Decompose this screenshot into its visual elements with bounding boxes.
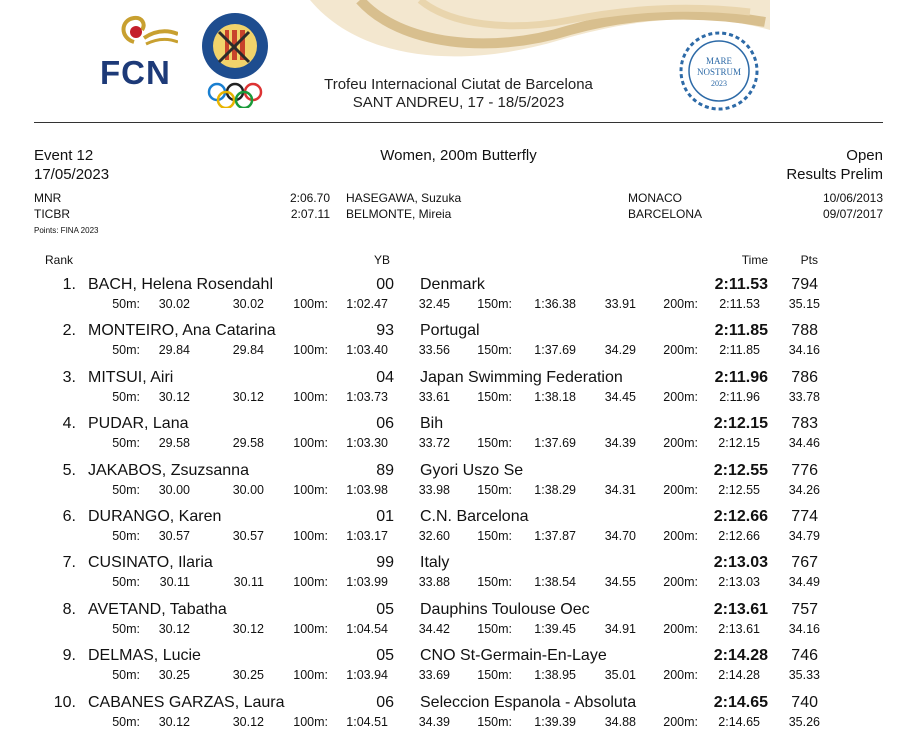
split-150m-lap: 34.70 [604,529,636,543]
result-swimmer-name: DELMAS, Lucie [88,647,201,665]
split-label-50m: 50m: [112,482,140,497]
result-row [0,601,897,647]
split-50m-lap: 29.58 [232,436,264,451]
result-year-of-birth: 99 [376,554,394,572]
split-label-50m: 50m: [112,297,140,311]
result-club: Japan Swimming Federation [420,368,623,386]
split-label-100m: 100m: [293,436,328,451]
record-place: MONACO [628,191,682,205]
result-time: 2:13.61 [713,600,768,618]
event-date: 17/05/2023 [34,166,110,183]
split-200m-lap: 35.15 [788,297,820,311]
split-50m-lap: 30.11 [233,575,264,590]
result-rank: 1. [62,276,76,293]
split-50m-lap: 29.84 [232,343,264,358]
result-time: 2:12.66 [713,508,768,525]
result-splits-line [0,622,897,638]
result-main-line [0,694,897,714]
split-50m-lap: 30.12 [232,621,264,636]
result-year-of-birth: 05 [376,647,394,665]
split-label-100m: 100m: [293,529,328,543]
result-year-of-birth: 05 [376,600,394,618]
split-100m-cumulative: 1:03.94 [346,668,388,683]
split-label-100m: 100m: [293,714,328,729]
result-club: CNO St-Germain-En-Laye [420,647,607,665]
result-year-of-birth: 04 [376,368,394,386]
result-rank: 10. [53,693,76,711]
result-club: Denmark [420,276,485,293]
split-label-50m: 50m: [112,575,140,590]
column-header-rank: Rank [45,253,74,267]
result-points: 767 [791,554,818,572]
split-150m-cumulative: 1:39.39 [534,714,576,729]
result-rank: 9. [62,647,76,665]
split-label-50m: 50m: [112,529,140,543]
split-label-200m: 200m: [663,297,698,311]
result-main-line [0,647,897,667]
split-label-200m: 200m: [663,436,698,451]
split-200m-lap: 35.26 [788,714,820,729]
result-splits-line [0,297,897,313]
record-date: 09/07/2017 [822,207,883,221]
result-swimmer-name: CUSINATO, Ilaria [88,554,213,572]
split-150m-lap: 34.39 [604,436,636,451]
event-title: Women, 200m Butterfly [380,147,537,164]
result-year-of-birth: 06 [376,415,394,433]
split-150m-lap: 34.88 [604,714,636,729]
meet-title-block [0,76,897,112]
result-swimmer-name: PUDAR, Lana [88,415,189,433]
record-holder: BELMONTE, Mireia [346,207,452,221]
meet-place-dates: SANT ANDREU, 17 - 18/5/2023 [352,94,565,111]
split-label-150m: 150m: [477,436,512,451]
split-200m-cumulative: 2:11.53 [719,297,760,311]
result-splits-line [0,715,897,731]
result-year-of-birth: 01 [376,508,394,525]
mare-nostrum-line2: NOSTRUM [696,67,742,77]
split-100m-lap: 33.88 [418,575,450,590]
split-150m-lap: 34.55 [604,575,636,590]
split-50m-lap: 30.00 [232,482,264,497]
split-200m-cumulative: 2:11.96 [719,389,760,404]
result-swimmer-name: JAKABOS, Zsuzsanna [88,461,249,479]
result-main-line [0,415,897,435]
split-200m-cumulative: 2:13.03 [718,575,760,590]
split-150m-cumulative: 1:38.95 [534,668,576,683]
split-150m-cumulative: 1:38.29 [534,482,576,497]
split-label-200m: 200m: [663,668,698,683]
split-150m-cumulative: 1:38.54 [534,575,576,590]
split-100m-cumulative: 1:03.17 [346,529,388,543]
split-50m-cumulative: 30.25 [158,668,190,683]
result-time: 2:12.15 [713,415,768,433]
result-splits-line [0,436,897,452]
split-50m-lap: 30.25 [232,668,264,683]
result-club: Italy [420,554,450,572]
mare-nostrum-year: 2023 [711,79,727,88]
split-100m-lap: 32.60 [418,529,450,543]
result-row [0,415,897,461]
result-time: 2:11.85 [714,322,768,340]
result-splits-line [0,529,897,545]
split-150m-lap: 34.31 [604,482,636,497]
result-rank: 7. [62,554,76,572]
result-main-line [0,508,897,528]
record-code: MNR [34,191,62,205]
split-200m-lap: 34.26 [788,482,820,497]
result-time: 2:11.96 [714,368,768,386]
result-main-line [0,322,897,342]
split-100m-cumulative: 1:03.98 [346,482,388,497]
split-50m-lap: 30.12 [232,389,264,404]
split-label-150m: 150m: [477,482,512,497]
split-150m-lap: 34.29 [604,343,636,358]
record-date: 10/06/2013 [822,191,883,205]
result-swimmer-name: DURANGO, Karen [88,508,222,525]
result-points: 740 [791,693,818,711]
split-label-50m: 50m: [112,389,140,404]
result-rank: 3. [62,368,76,386]
results-type: Results Prelim [786,166,883,183]
split-label-200m: 200m: [663,714,698,729]
event-number: Event 12 [34,147,94,164]
result-club: Bih [420,415,444,433]
fcn-logo-text: FCN [100,54,171,91]
result-points: 776 [791,461,818,479]
split-label-150m: 150m: [477,343,512,358]
split-label-200m: 200m: [663,621,698,636]
split-100m-cumulative: 1:02.47 [346,297,388,311]
split-150m-lap: 35.01 [604,668,636,683]
result-rank: 2. [62,322,76,340]
result-row [0,647,897,693]
split-150m-lap: 33.91 [604,297,636,311]
split-50m-cumulative: 30.12 [158,621,190,636]
result-main-line [0,554,897,574]
split-label-200m: 200m: [663,482,698,497]
split-100m-cumulative: 1:03.99 [346,575,388,590]
result-row [0,462,897,508]
result-main-line [0,276,897,296]
record-code: TICBR [34,207,70,221]
split-label-50m: 50m: [112,343,140,358]
split-50m-cumulative: 30.12 [158,714,190,729]
result-club: C.N. Barcelona [420,508,529,525]
split-200m-lap: 33.78 [788,389,820,404]
split-150m-cumulative: 1:37.69 [534,343,576,358]
result-year-of-birth: 89 [376,461,394,479]
split-50m-cumulative: 29.58 [158,436,190,451]
split-100m-cumulative: 1:04.54 [346,621,388,636]
fcn-swirl-icon [116,12,178,54]
split-50m-cumulative: 30.57 [158,529,190,543]
split-label-150m: 150m: [477,575,512,590]
record-holder: HASEGAWA, Suzuka [346,191,462,205]
split-100m-lap: 33.98 [418,482,450,497]
split-50m-cumulative: 30.02 [158,297,190,311]
result-time: 2:14.65 [713,693,768,711]
split-200m-lap: 34.16 [788,343,820,358]
result-club: Seleccion Espanola - Absoluta [420,693,637,711]
split-label-100m: 100m: [293,343,328,358]
result-year-of-birth: 06 [376,693,394,711]
result-year-of-birth: 93 [376,322,394,340]
split-200m-cumulative: 2:11.85 [719,343,760,358]
split-100m-lap: 33.72 [418,436,450,451]
split-50m-cumulative: 29.84 [158,343,190,358]
split-100m-cumulative: 1:03.30 [346,436,388,451]
split-100m-lap: 33.69 [418,668,450,683]
split-100m-lap: 33.56 [418,343,450,358]
result-time: 2:11.53 [714,276,768,293]
result-row [0,369,897,415]
record-time: 2:07.11 [290,207,330,221]
split-50m-lap: 30.12 [232,714,264,729]
result-points: 788 [791,322,818,340]
split-200m-lap: 34.49 [788,575,820,590]
split-100m-lap: 34.39 [418,714,450,729]
split-200m-cumulative: 2:12.15 [718,436,760,451]
split-label-100m: 100m: [293,575,328,590]
split-label-50m: 50m: [112,714,140,729]
result-splits-line [0,575,897,591]
split-label-150m: 150m: [477,668,512,683]
meet-name: Trofeu Internacional Ciutat de Barcelona [324,76,593,93]
split-50m-cumulative: 30.12 [158,389,190,404]
split-100m-lap: 34.42 [418,621,450,636]
result-points: 757 [791,600,818,618]
split-label-100m: 100m: [293,482,328,497]
split-50m-cumulative: 30.11 [159,575,190,590]
result-swimmer-name: AVETAND, Tabatha [88,600,227,618]
record-place: BARCELONA [628,207,703,221]
split-150m-cumulative: 1:36.38 [534,297,576,311]
result-rank: 6. [62,508,76,525]
split-100m-lap: 33.61 [418,389,450,404]
split-200m-lap: 34.16 [788,621,820,636]
split-50m-lap: 30.57 [232,529,264,543]
column-header-time: Time [741,253,768,267]
split-label-150m: 150m: [477,297,512,311]
result-time: 2:12.55 [713,461,768,479]
result-main-line [0,601,897,621]
result-row [0,322,897,368]
result-time: 2:13.03 [713,554,768,572]
split-label-150m: 150m: [477,529,512,543]
points-note: Points: FINA 2023 [34,226,99,235]
result-rank: 8. [62,600,76,618]
record-time: 2:06.70 [289,191,330,205]
split-50m-cumulative: 30.00 [158,482,190,497]
split-100m-cumulative: 1:03.40 [346,343,388,358]
mare-nostrum-line1: MARE [705,56,733,66]
event-category: Open [846,147,883,164]
split-label-200m: 200m: [663,389,698,404]
split-200m-lap: 34.79 [788,529,820,543]
split-200m-cumulative: 2:14.28 [718,668,760,683]
split-label-100m: 100m: [293,297,328,311]
split-50m-lap: 30.02 [232,297,264,311]
result-main-line [0,462,897,482]
result-year-of-birth: 00 [376,276,394,293]
result-club: Gyori Uszo Se [420,461,524,479]
result-row [0,276,897,322]
split-200m-lap: 35.33 [788,668,820,683]
split-100m-lap: 32.45 [418,297,450,311]
result-swimmer-name: MITSUI, Airi [88,368,174,386]
column-header-pts: Pts [800,253,818,267]
split-150m-cumulative: 1:38.18 [534,389,576,404]
split-200m-cumulative: 2:12.55 [718,482,760,497]
split-200m-cumulative: 2:14.65 [718,714,760,729]
result-swimmer-name: BACH, Helena Rosendahl [88,276,273,293]
result-splits-line [0,343,897,359]
split-label-100m: 100m: [293,668,328,683]
result-time: 2:14.28 [713,647,768,665]
result-rank: 5. [62,461,76,479]
result-splits-line [0,668,897,684]
result-main-line [0,369,897,389]
split-150m-cumulative: 1:37.87 [534,529,576,543]
split-150m-cumulative: 1:37.69 [534,436,576,451]
split-label-100m: 100m: [293,621,328,636]
split-label-100m: 100m: [293,389,328,404]
split-label-200m: 200m: [663,343,698,358]
result-points: 774 [791,508,818,525]
result-rank: 4. [62,415,76,433]
result-row [0,554,897,600]
split-label-150m: 150m: [477,389,512,404]
split-200m-cumulative: 2:13.61 [718,621,760,636]
result-splits-line [0,390,897,406]
split-150m-lap: 34.45 [604,389,636,404]
result-row [0,694,897,740]
split-100m-cumulative: 1:04.51 [346,714,388,729]
column-header-yb: YB [374,253,391,267]
split-label-200m: 200m: [663,529,698,543]
result-points: 786 [791,368,818,386]
result-points: 783 [791,415,818,433]
split-label-150m: 150m: [477,621,512,636]
result-club: Dauphins Toulouse Oec [420,600,590,618]
split-150m-cumulative: 1:39.45 [534,621,576,636]
split-100m-cumulative: 1:03.73 [346,389,388,404]
split-label-150m: 150m: [477,714,512,729]
result-splits-line [0,483,897,499]
result-swimmer-name: CABANES GARZAS, Laura [88,693,285,711]
split-150m-lap: 34.91 [604,621,636,636]
result-swimmer-name: MONTEIRO, Ana Catarina [88,322,276,340]
split-label-50m: 50m: [112,436,140,451]
split-200m-cumulative: 2:12.66 [718,529,760,543]
split-200m-lap: 34.46 [788,436,820,451]
result-points: 794 [791,276,818,293]
result-club: Portugal [420,322,480,340]
split-label-200m: 200m: [663,575,698,590]
result-row [0,508,897,554]
split-label-50m: 50m: [112,668,140,683]
header-divider [34,122,883,123]
split-label-50m: 50m: [112,621,140,636]
result-points: 746 [791,647,818,665]
